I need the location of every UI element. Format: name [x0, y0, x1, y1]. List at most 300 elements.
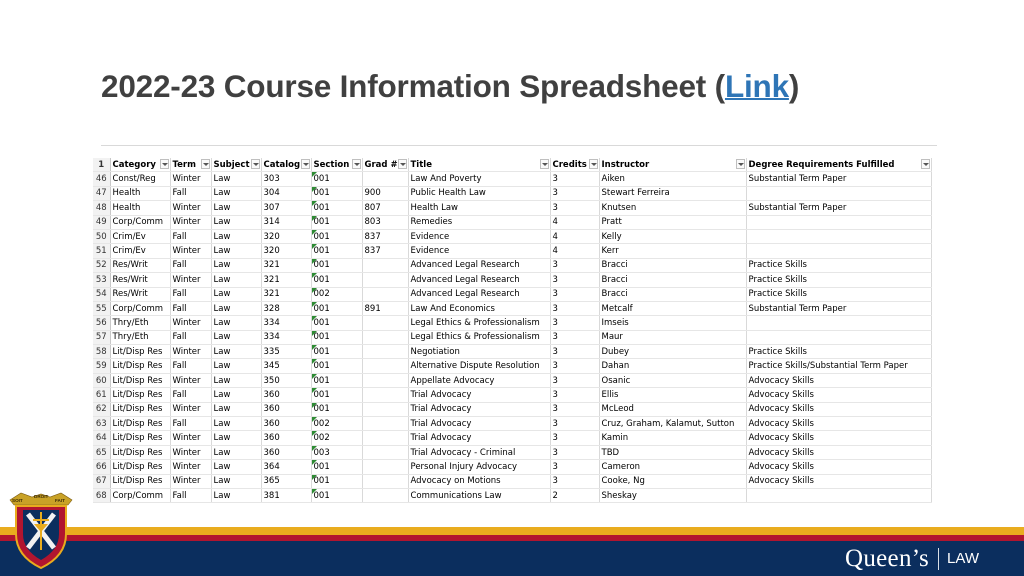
row-number: 62 [93, 402, 110, 416]
row-number: 58 [93, 345, 110, 359]
cell-catalog: 307 [261, 201, 311, 215]
cell-credits: 4 [550, 229, 599, 243]
cell-instructor: Pratt [599, 215, 746, 229]
cell-title: Evidence [408, 229, 550, 243]
cell-subject: Law [211, 244, 261, 258]
table-row [93, 373, 931, 387]
cell-title: Law And Poverty [408, 172, 550, 186]
cell-grad [362, 345, 408, 359]
cell-instructor: Cameron [599, 460, 746, 474]
cell-category: Const/Reg [110, 172, 170, 186]
row-number: 48 [93, 201, 110, 215]
cell-degree: Advocacy Skills [746, 373, 931, 387]
cell-category: Lit/Disp Res [110, 460, 170, 474]
cell-title: Advanced Legal Research [408, 287, 550, 301]
crest-motto-right: FAIT [55, 498, 65, 503]
cell-section: 001 [311, 345, 362, 359]
cell-grad [362, 388, 408, 402]
cell-subject: Law [211, 417, 261, 431]
cell-title: Communications Law [408, 488, 550, 502]
cell-category: Thry/Eth [110, 316, 170, 330]
cell-category: Lit/Disp Res [110, 359, 170, 373]
cell-instructor: Cooke, Ng [599, 474, 746, 488]
cell-term: Winter [170, 316, 211, 330]
column-header-section [311, 158, 362, 172]
cell-catalog: 320 [261, 229, 311, 243]
cell-catalog: 320 [261, 244, 311, 258]
cell-grad [362, 359, 408, 373]
column-header-label: Credits [552, 159, 587, 170]
cell-grad: 891 [362, 301, 408, 315]
cell-term: Winter [170, 474, 211, 488]
cell-credits: 3 [550, 172, 599, 186]
cell-grad [362, 172, 408, 186]
cell-term: Winter [170, 201, 211, 215]
cell-catalog: 321 [261, 273, 311, 287]
cell-section: 001 [311, 201, 362, 215]
table-row [93, 431, 931, 445]
column-header-label: Subject [213, 159, 250, 170]
cell-grad [362, 488, 408, 502]
cell-term: Winter [170, 244, 211, 258]
column-header-label: Grad # [364, 159, 398, 170]
spreadsheet-screenshot [93, 158, 931, 501]
cell-title: Negotiation [408, 345, 550, 359]
cell-term: Fall [170, 229, 211, 243]
cell-degree: Advocacy Skills [746, 402, 931, 416]
cell-section: 001 [311, 172, 362, 186]
course-table [93, 158, 932, 503]
cell-grad [362, 417, 408, 431]
cell-credits: 3 [550, 359, 599, 373]
column-header-label: Degree Requirements Fulfilled [748, 159, 895, 170]
queens-wordmark: Queen’s [845, 544, 930, 572]
cell-grad [362, 330, 408, 344]
cell-term: Winter [170, 402, 211, 416]
cell-subject: Law [211, 301, 261, 315]
filter-dropdown-icon[interactable] [589, 159, 598, 169]
row-number: 65 [93, 445, 110, 459]
cell-degree: Advocacy Skills [746, 460, 931, 474]
row-number: 51 [93, 244, 110, 258]
column-header-degree [746, 158, 931, 172]
cell-title: Law And Economics [408, 301, 550, 315]
cell-degree [746, 316, 931, 330]
table-row [93, 474, 931, 488]
row-number: 63 [93, 417, 110, 431]
cell-section: 002 [311, 431, 362, 445]
cell-instructor: Kelly [599, 229, 746, 243]
table-row [93, 330, 931, 344]
slide-title [101, 68, 981, 112]
cell-catalog: 345 [261, 359, 311, 373]
law-wordmark: LAW [947, 550, 979, 567]
cell-grad: 807 [362, 201, 408, 215]
cell-grad [362, 258, 408, 272]
cell-category: Lit/Disp Res [110, 474, 170, 488]
row-number: 50 [93, 229, 110, 243]
cell-instructor: Bracci [599, 287, 746, 301]
cell-category: Lit/Disp Res [110, 445, 170, 459]
cell-section: 001 [311, 258, 362, 272]
cell-category: Lit/Disp Res [110, 417, 170, 431]
cell-credits: 3 [550, 474, 599, 488]
cell-credits: 3 [550, 330, 599, 344]
table-row [93, 258, 931, 272]
cell-category: Lit/Disp Res [110, 373, 170, 387]
cell-subject: Law [211, 402, 261, 416]
row-number: 66 [93, 460, 110, 474]
cell-grad [362, 460, 408, 474]
table-row [93, 488, 931, 502]
cell-credits: 3 [550, 417, 599, 431]
cell-degree: Practice Skills [746, 287, 931, 301]
column-header-term [170, 158, 211, 172]
cell-title: Appellate Advocacy [408, 373, 550, 387]
cell-catalog: 360 [261, 417, 311, 431]
table-row [93, 287, 931, 301]
column-header-grad [362, 158, 408, 172]
cell-section: 001 [311, 273, 362, 287]
row-number: 49 [93, 215, 110, 229]
cell-category: Crim/Ev [110, 229, 170, 243]
cell-term: Winter [170, 345, 211, 359]
cell-category: Res/Writ [110, 273, 170, 287]
cell-title: Trial Advocacy [408, 402, 550, 416]
cell-title: Alternative Dispute Resolution [408, 359, 550, 373]
column-header-catalog [261, 158, 311, 172]
table-row [93, 186, 931, 200]
cell-category: Crim/Ev [110, 244, 170, 258]
cell-subject: Law [211, 201, 261, 215]
header-row [93, 158, 931, 172]
cell-degree: Practice Skills/Substantial Term Paper [746, 359, 931, 373]
cell-subject: Law [211, 345, 261, 359]
cell-catalog: 360 [261, 388, 311, 402]
cell-subject: Law [211, 388, 261, 402]
cell-subject: Law [211, 474, 261, 488]
title-suffix: ) [788, 68, 800, 104]
row-number: 57 [93, 330, 110, 344]
cell-title: Trial Advocacy [408, 417, 550, 431]
column-header-label: Title [410, 159, 432, 170]
table-row [93, 215, 931, 229]
column-header-label: Term [172, 159, 196, 170]
cell-instructor: Knutsen [599, 201, 746, 215]
cell-credits: 3 [550, 345, 599, 359]
cell-degree: Substantial Term Paper [746, 172, 931, 186]
cell-term: Fall [170, 258, 211, 272]
cell-subject: Law [211, 330, 261, 344]
cell-subject: Law [211, 287, 261, 301]
cell-term: Winter [170, 373, 211, 387]
row-number: 54 [93, 287, 110, 301]
table-row [93, 301, 931, 315]
filter-dropdown-icon[interactable] [540, 159, 549, 169]
cell-grad: 837 [362, 244, 408, 258]
cell-category: Lit/Disp Res [110, 345, 170, 359]
row-number: 67 [93, 474, 110, 488]
table-row [93, 345, 931, 359]
cell-subject: Law [211, 431, 261, 445]
cell-degree: Substantial Term Paper [746, 201, 931, 215]
cell-section: 001 [311, 330, 362, 344]
cell-term: Fall [170, 301, 211, 315]
cell-degree [746, 330, 931, 344]
row-number: 53 [93, 273, 110, 287]
cell-credits: 2 [550, 488, 599, 502]
cell-degree: Advocacy Skills [746, 431, 931, 445]
title-divider [101, 145, 937, 146]
cell-credits: 3 [550, 301, 599, 315]
cell-term: Winter [170, 460, 211, 474]
cell-category: Res/Writ [110, 258, 170, 272]
row-number: 47 [93, 186, 110, 200]
cell-catalog: 360 [261, 431, 311, 445]
cell-section: 001 [311, 402, 362, 416]
column-header-category [110, 158, 170, 172]
cell-instructor: Stewart Ferreira [599, 186, 746, 200]
filter-dropdown-icon[interactable] [736, 159, 745, 169]
cell-instructor: Kamin [599, 431, 746, 445]
cell-section: 001 [311, 388, 362, 402]
cell-instructor: Dubey [599, 345, 746, 359]
cell-term: Winter [170, 445, 211, 459]
cell-instructor: Maur [599, 330, 746, 344]
spreadsheet-link[interactable]: Link [724, 68, 789, 104]
column-header-instructor [599, 158, 746, 172]
row-number: 60 [93, 373, 110, 387]
cell-subject: Law [211, 186, 261, 200]
cell-catalog: 303 [261, 172, 311, 186]
cell-title: Advocacy on Motions [408, 474, 550, 488]
row-number: 56 [93, 316, 110, 330]
cell-title: Personal Injury Advocacy [408, 460, 550, 474]
cell-instructor: Bracci [599, 273, 746, 287]
crest-motto-center: DROIT [34, 494, 49, 499]
cell-catalog: 314 [261, 215, 311, 229]
table-row [93, 460, 931, 474]
cell-subject: Law [211, 460, 261, 474]
filter-dropdown-icon[interactable] [398, 159, 407, 169]
cell-degree: Advocacy Skills [746, 388, 931, 402]
cell-degree: Advocacy Skills [746, 417, 931, 431]
queens-law-wordmark [845, 541, 979, 576]
cell-section: 001 [311, 488, 362, 502]
filter-dropdown-icon[interactable] [251, 159, 260, 169]
cell-credits: 3 [550, 402, 599, 416]
cell-instructor: McLeod [599, 402, 746, 416]
cell-degree: Advocacy Skills [746, 445, 931, 459]
cell-instructor: Imseis [599, 316, 746, 330]
column-header-label: Catalog [263, 159, 301, 170]
cell-subject: Law [211, 359, 261, 373]
cell-term: Winter [170, 215, 211, 229]
cell-grad [362, 287, 408, 301]
cell-catalog: 334 [261, 330, 311, 344]
row-number: 52 [93, 258, 110, 272]
cell-section: 002 [311, 417, 362, 431]
cell-term: Fall [170, 359, 211, 373]
table-row [93, 388, 931, 402]
cell-credits: 3 [550, 258, 599, 272]
cell-catalog: 381 [261, 488, 311, 502]
row-number: 59 [93, 359, 110, 373]
row-number: 68 [93, 488, 110, 502]
cell-section: 001 [311, 359, 362, 373]
cell-credits: 3 [550, 316, 599, 330]
cell-subject: Law [211, 229, 261, 243]
cell-category: Res/Writ [110, 287, 170, 301]
cell-term: Fall [170, 417, 211, 431]
cell-instructor: Metcalf [599, 301, 746, 315]
cell-title: Trial Advocacy [408, 388, 550, 402]
cell-grad [362, 373, 408, 387]
cell-instructor: Kerr [599, 244, 746, 258]
cell-catalog: 304 [261, 186, 311, 200]
cell-credits: 3 [550, 460, 599, 474]
cell-grad: 900 [362, 186, 408, 200]
cell-grad [362, 445, 408, 459]
row-number: 46 [93, 172, 110, 186]
cell-degree: Substantial Term Paper [746, 301, 931, 315]
cell-title: Remedies [408, 215, 550, 229]
cell-title: Trial Advocacy - Criminal [408, 445, 550, 459]
cell-section: 001 [311, 301, 362, 315]
row-number: 64 [93, 431, 110, 445]
table-row [93, 172, 931, 186]
cell-category: Corp/Comm [110, 301, 170, 315]
cell-catalog: 335 [261, 345, 311, 359]
table-row [93, 229, 931, 243]
cell-section: 001 [311, 316, 362, 330]
cell-subject: Law [211, 215, 261, 229]
cell-credits: 3 [550, 273, 599, 287]
cell-section: 001 [311, 215, 362, 229]
column-header-label: Instructor [601, 159, 650, 170]
cell-section: 002 [311, 287, 362, 301]
cell-instructor: Aiken [599, 172, 746, 186]
cell-catalog: 334 [261, 316, 311, 330]
table-row [93, 316, 931, 330]
cell-grad: 803 [362, 215, 408, 229]
cell-subject: Law [211, 445, 261, 459]
cell-term: Fall [170, 388, 211, 402]
cell-catalog: 350 [261, 373, 311, 387]
cell-subject: Law [211, 258, 261, 272]
cell-category: Health [110, 186, 170, 200]
cell-title: Advanced Legal Research [408, 273, 550, 287]
cell-grad [362, 316, 408, 330]
title-prefix: 2022-23 Course Information Spreadsheet ( [101, 68, 725, 104]
cell-credits: 3 [550, 431, 599, 445]
row-number: 61 [93, 388, 110, 402]
table-row [93, 417, 931, 431]
wordmark-separator [938, 548, 939, 570]
cell-section: 001 [311, 244, 362, 258]
filter-dropdown-icon[interactable] [160, 159, 169, 169]
cell-term: Fall [170, 330, 211, 344]
cell-term: Winter [170, 273, 211, 287]
cell-section: 001 [311, 474, 362, 488]
row-number: 55 [93, 301, 110, 315]
cell-catalog: 364 [261, 460, 311, 474]
cell-grad [362, 402, 408, 416]
cell-degree [746, 186, 931, 200]
cell-credits: 3 [550, 186, 599, 200]
table-row [93, 273, 931, 287]
cell-instructor: Sheskay [599, 488, 746, 502]
cell-catalog: 365 [261, 474, 311, 488]
cell-category: Lit/Disp Res [110, 402, 170, 416]
cell-credits: 4 [550, 244, 599, 258]
cell-section: 003 [311, 445, 362, 459]
cell-credits: 3 [550, 445, 599, 459]
cell-grad [362, 273, 408, 287]
cell-credits: 4 [550, 215, 599, 229]
cell-degree [746, 229, 931, 243]
cell-instructor: Ellis [599, 388, 746, 402]
column-header-label: Category [112, 159, 156, 170]
table-row [93, 359, 931, 373]
column-header-label: Section [313, 159, 350, 170]
cell-title: Evidence [408, 244, 550, 258]
cell-term: Fall [170, 186, 211, 200]
filter-dropdown-icon[interactable] [921, 159, 930, 169]
cell-instructor: TBD [599, 445, 746, 459]
filter-dropdown-icon[interactable] [301, 159, 310, 169]
cell-subject: Law [211, 373, 261, 387]
table-row [93, 244, 931, 258]
table-row [93, 445, 931, 459]
cell-title: Public Health Law [408, 186, 550, 200]
footer-gold-stripe [0, 527, 1024, 535]
cell-subject: Law [211, 172, 261, 186]
cell-title: Advanced Legal Research [408, 258, 550, 272]
cell-credits: 3 [550, 388, 599, 402]
cell-degree: Practice Skills [746, 258, 931, 272]
cell-category: Corp/Comm [110, 488, 170, 502]
cell-credits: 3 [550, 287, 599, 301]
cell-title: Legal Ethics & Professionalism [408, 330, 550, 344]
cell-section: 001 [311, 460, 362, 474]
cell-catalog: 360 [261, 445, 311, 459]
column-header-subject [211, 158, 261, 172]
cell-section: 001 [311, 373, 362, 387]
cell-title: Health Law [408, 201, 550, 215]
cell-credits: 3 [550, 201, 599, 215]
cell-category: Health [110, 201, 170, 215]
cell-degree [746, 244, 931, 258]
cell-category: Corp/Comm [110, 215, 170, 229]
cell-catalog: 321 [261, 258, 311, 272]
table-row [93, 402, 931, 416]
cell-subject: Law [211, 316, 261, 330]
cell-instructor: Cruz, Graham, Kalamut, Sutton [599, 417, 746, 431]
cell-degree: Practice Skills [746, 273, 931, 287]
filter-dropdown-icon[interactable] [201, 159, 210, 169]
cell-section: 001 [311, 229, 362, 243]
cell-degree: Practice Skills [746, 345, 931, 359]
crest-motto-left: SOIT [12, 498, 23, 503]
cell-degree: Advocacy Skills [746, 474, 931, 488]
filter-dropdown-icon[interactable] [352, 159, 361, 169]
cell-term: Fall [170, 287, 211, 301]
cell-term: Fall [170, 488, 211, 502]
cell-title: Legal Ethics & Professionalism [408, 316, 550, 330]
cell-term: Winter [170, 431, 211, 445]
cell-catalog: 321 [261, 287, 311, 301]
